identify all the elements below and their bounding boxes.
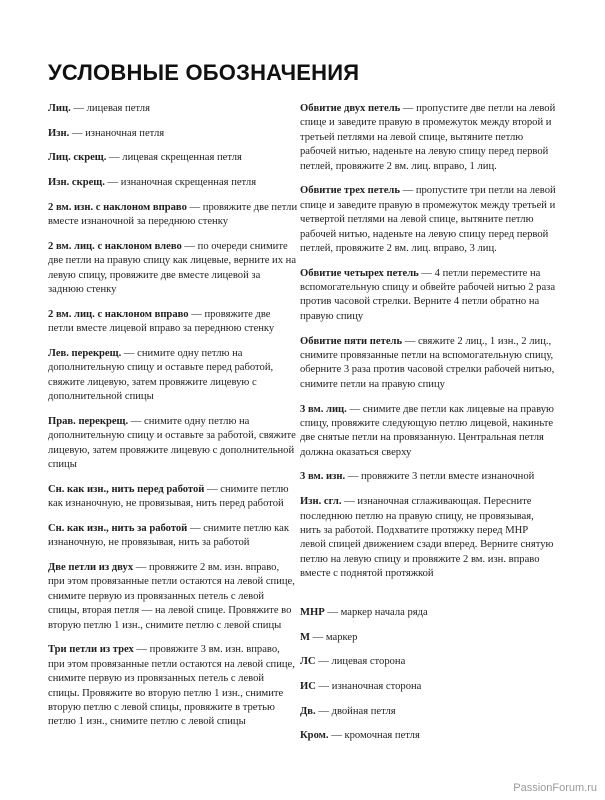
entry-definition: — свяжите 2 лиц., 1 изн., 2 лиц., снимите провязанные петли на вспомогательную спицу, оберните 3 раза против часовой стрелки рабочей нитью, снимите петли на правую спицу <box>300 335 555 390</box>
entry-term: Обвитие двух петель <box>300 103 401 114</box>
entry-definition: — снимите одну петлю на дополнительную спицу и оставьте перед работой, свяжите лицевую, затем провяжите лицевую с дополнительной спицы <box>48 347 274 403</box>
legend-entry <box>48 127 298 141</box>
entry-definition: — маркер начала ряда <box>324 606 428 618</box>
section-spacer <box>300 592 556 606</box>
entry-term: Обвитие пяти петель <box>300 335 403 347</box>
entry-definition: — 4 петли переместите на вспомогательную спицу и обвейте рабочей нитью 2 раза против часовой стрелки. Верните 4 петли обратно на правую спицу <box>300 267 556 322</box>
entry-term: Изн. <box>48 127 70 139</box>
entry-term: М <box>300 631 310 643</box>
entry-definition: — изнаночная сглаживающая. Пересните последнюю петлю на правую спицу, не провязывая, нить за работой. Подхватите протяжку перед МНР левой спицей движением сзади вперед. Верните снятую петлю на левую спицу и провяжите 2 вм. изн. вправо вместе с поднятой протяжкой <box>300 496 554 580</box>
entry-definition: — лицевая сторона <box>315 656 406 668</box>
abbreviation-entry <box>300 705 556 719</box>
legend-entry <box>300 102 556 174</box>
abbreviation-entry <box>300 606 556 620</box>
right-column <box>300 102 556 754</box>
legend-entry <box>48 201 298 230</box>
legend-entry <box>48 522 298 551</box>
entry-term: Три петли из трех <box>48 644 134 656</box>
entry-term: Лев. перекрещ. <box>48 347 122 359</box>
legend-entry <box>48 561 298 633</box>
entry-term: Обвитие трех петель <box>300 185 400 197</box>
entry-term: 2 вм. изн. с наклоном вправо <box>48 201 187 213</box>
legend-entry <box>300 267 556 325</box>
entry-term: 2 вм. лиц. с наклоном влево <box>48 240 182 252</box>
entry-term: ЛС <box>300 656 316 668</box>
entry-definition: — лицевая скрещенная петля <box>106 152 242 164</box>
legend-entry <box>48 240 298 298</box>
legend-entry <box>300 495 556 581</box>
entry-term: Сн. как изн., нить перед работой <box>48 483 205 495</box>
entry-definition: — изнаночная сторона <box>315 680 422 692</box>
legend-entry <box>48 483 298 512</box>
entry-definition: — кромочная петля <box>328 730 420 742</box>
legend-entry <box>300 470 556 484</box>
entry-definition: — пропустите две петли на левой спице и заведите правую в промежуток между второй и третьей петлями на левой спице, вытяните петлю рабочей нитью, наденьте на левую спицу перед первой петлей, провяжите 2 вм. лиц. вправо, 1 лиц. <box>300 103 556 172</box>
legend-entry <box>48 308 298 337</box>
abbreviation-entry <box>300 729 556 743</box>
entry-definition: — провяжите 2 вм. изн. вправо, при этом провязанные петли остаются на левой спице, снимите первую из провязанных петель с левой спицы, вторая петля — на левой спице. Провяжите во вторую петлю 1 изн., снимите петлю с левой спицы <box>48 562 295 631</box>
entry-term: Изн. скрещ. <box>48 177 105 189</box>
entry-term: Кром. <box>300 730 329 742</box>
entry-term: Две петли из двух <box>48 562 134 574</box>
entry-definition: — снимите петлю как изнаночную, не провязывая, нить перед работой <box>48 483 289 510</box>
entry-definition: — изнаночная петля <box>69 127 165 139</box>
entry-definition: — провяжите две петли вместе изнаночной за переднюю стенку <box>48 201 298 228</box>
legend-entry <box>48 102 298 116</box>
left-column <box>48 102 298 740</box>
legend-entry <box>48 415 298 473</box>
entry-term: Изн. сгл. <box>300 496 342 508</box>
entry-term: Сн. как изн., нить за работой <box>48 522 188 534</box>
entry-definition: — провяжите 3 петли вместе изнаночной <box>345 471 535 483</box>
legend-entry <box>300 335 556 393</box>
entry-definition: — провяжите две петли вместе лицевой вправо за переднюю стенку <box>48 308 275 335</box>
entry-term: Прав. перекрещ. <box>48 415 129 427</box>
entry-definition: — по очереди снимите две петли на правую спицу как лицевые, верните их на левую спицу, провяжите две вместе лицевой за заднюю стенку <box>48 240 297 296</box>
legend-entry <box>300 403 556 461</box>
legend-entry <box>48 643 298 729</box>
entry-definition: — пропустите три петли на левой спице и заведите правую в промежуток между третьей и четвертой петлями на левой спице, вытяните петлю рабочей нитью, наденьте на левую спицу перед первой петлей, провяжите 2 вм. лиц. вправо, 3 лиц. <box>300 185 556 254</box>
watermark: PassionForum.ru <box>513 782 597 794</box>
entry-definition: — двойная петля <box>315 705 396 717</box>
page-title: УСЛОВНЫЕ ОБОЗНАЧЕНИЯ <box>48 60 360 85</box>
entry-definition: — снимите две петли как лицевые на правую спицу, провяжите следующую петлю лицевой, накиньте две снятые петли на провязанную. Центральная петля должна оказаться сверху <box>300 403 554 458</box>
entry-term: МНР <box>300 606 325 618</box>
entry-definition: — лицевая петля <box>70 103 150 114</box>
entry-definition: — провяжите 3 вм. изн. вправо, при этом провязанные петли остаются на левой спице, снимите первую из провязанных петель с левой спицы. Провяжите во вторую петлю 1 изн., снимите вторую петлю с левой спицы, провяжите в третью петлю 1 изн., снимите петлю с левой спицы <box>48 644 295 728</box>
entry-definition: — снимите одну петлю на дополнительную спицу и оставьте за работой, свяжите лицевую, затем провяжите лицевую с дополнительной спицы <box>48 415 296 471</box>
legend-entry <box>48 176 298 190</box>
entry-term: 3 вм. лиц. <box>300 403 347 415</box>
legend-entry <box>300 184 556 256</box>
abbreviation-entry <box>300 631 556 645</box>
entry-term: Лиц. <box>48 103 71 114</box>
entry-term: Обвитие четырех петель <box>300 267 419 279</box>
entry-definition: — снимите петлю как изнаночную, не провязывая, нить за работой <box>48 522 290 549</box>
entry-term: ИС <box>300 680 316 692</box>
entry-definition: — изнаночная скрещенная петля <box>104 177 257 189</box>
entry-term: 2 вм. лиц. с наклоном вправо <box>48 308 189 320</box>
abbreviation-entry <box>300 655 556 669</box>
entry-term: 3 вм. изн. <box>300 471 346 483</box>
abbreviation-entry <box>300 680 556 694</box>
entry-term: Лиц. скрещ. <box>48 152 107 164</box>
legend-entry <box>48 151 298 165</box>
legend-entry <box>48 347 298 405</box>
entry-definition: — маркер <box>310 631 358 643</box>
entry-term: Дв. <box>300 705 316 717</box>
